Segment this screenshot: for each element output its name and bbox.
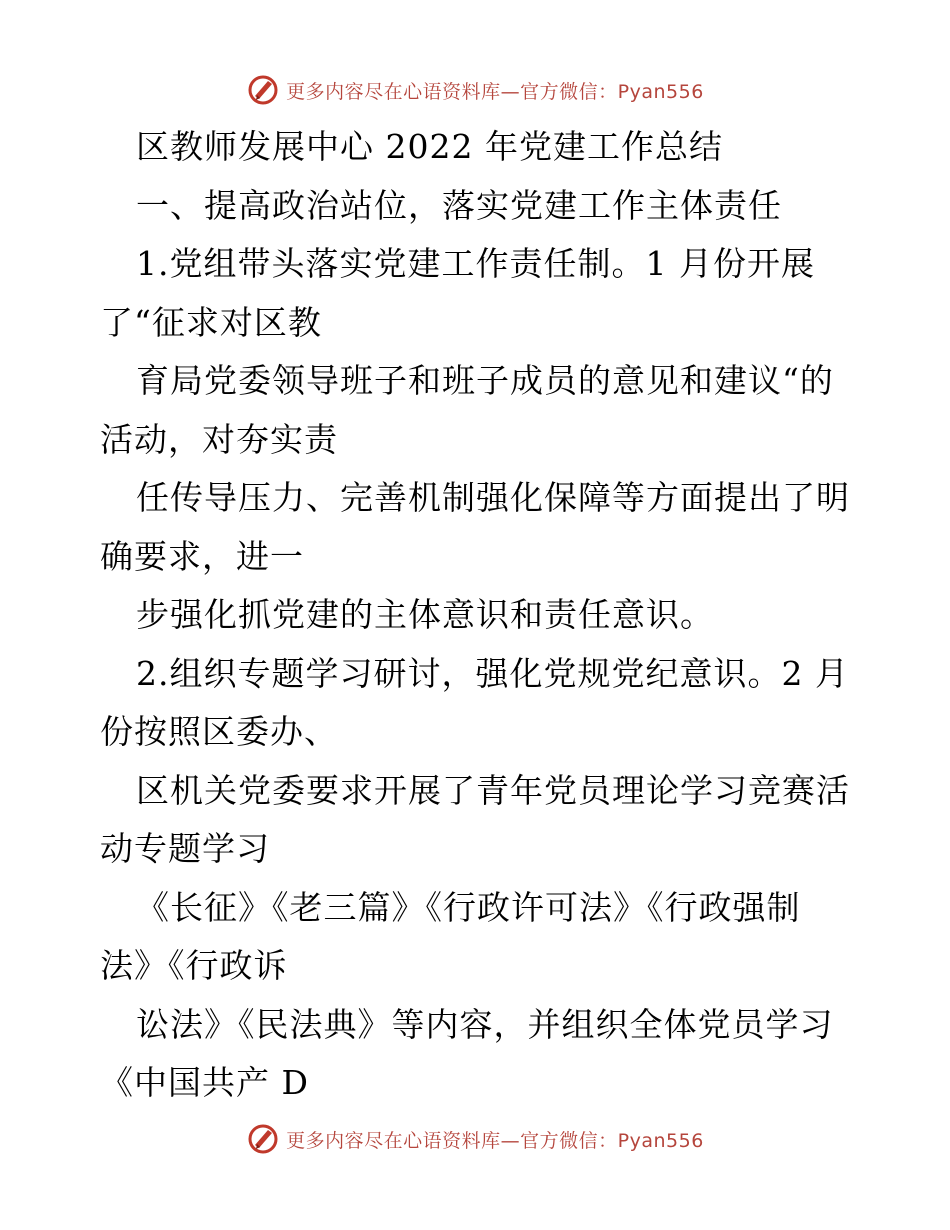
text-line: 育局党委领导班子和班子成员的意见和建议“的 [136,361,834,400]
text-line: 法》《行政诉 [100,946,288,985]
watermark-header [0,70,950,110]
watermark-text: 更多内容尽在心语资料库—官方微信：Pyan556 [286,1129,704,1152]
text-line: 了“征求对区教 [100,302,322,342]
text-line: 1.党组带头落实党建工作责任制。1 月份开展 [136,244,815,283]
text-line: 《长征》《老三篇》《行政许可法》《行政强制 [136,887,801,927]
watermark-text: 更多内容尽在心语资料库—官方微信：Pyan556 [286,80,704,103]
text-line: 《中国共产 D [100,1063,309,1102]
logo-icon [246,73,280,107]
text-line: 步强化抓党建的主体意识和责任意识。 [136,595,714,634]
text-line: 2.组织专题学习研讨，强化党规党纪意识。2 月 [136,653,849,693]
text-line: 区教师发展中心 2022 年党建工作总结 [136,127,723,166]
document-body [100,118,860,1113]
text-line: 任传导压力、完善机制强化保障等方面提出了明 [136,478,850,517]
text-line: 份按照区委办、 [100,712,338,751]
text-line: 动专题学习 [100,829,270,868]
text-line: 确要求，进一 [100,536,304,576]
text-line: 一、提高政治站位，落实党建工作主体责任 [136,185,782,225]
watermark-footer [0,1119,950,1159]
text-line: 活动，对夯实责 [100,419,338,459]
logo-icon [246,1122,280,1156]
text-line: 区机关党委要求开展了青年党员理论学习竞赛活 [136,770,850,810]
text-line: 讼法》《民法典》等内容，并组织全体党员学习 [136,1004,834,1044]
